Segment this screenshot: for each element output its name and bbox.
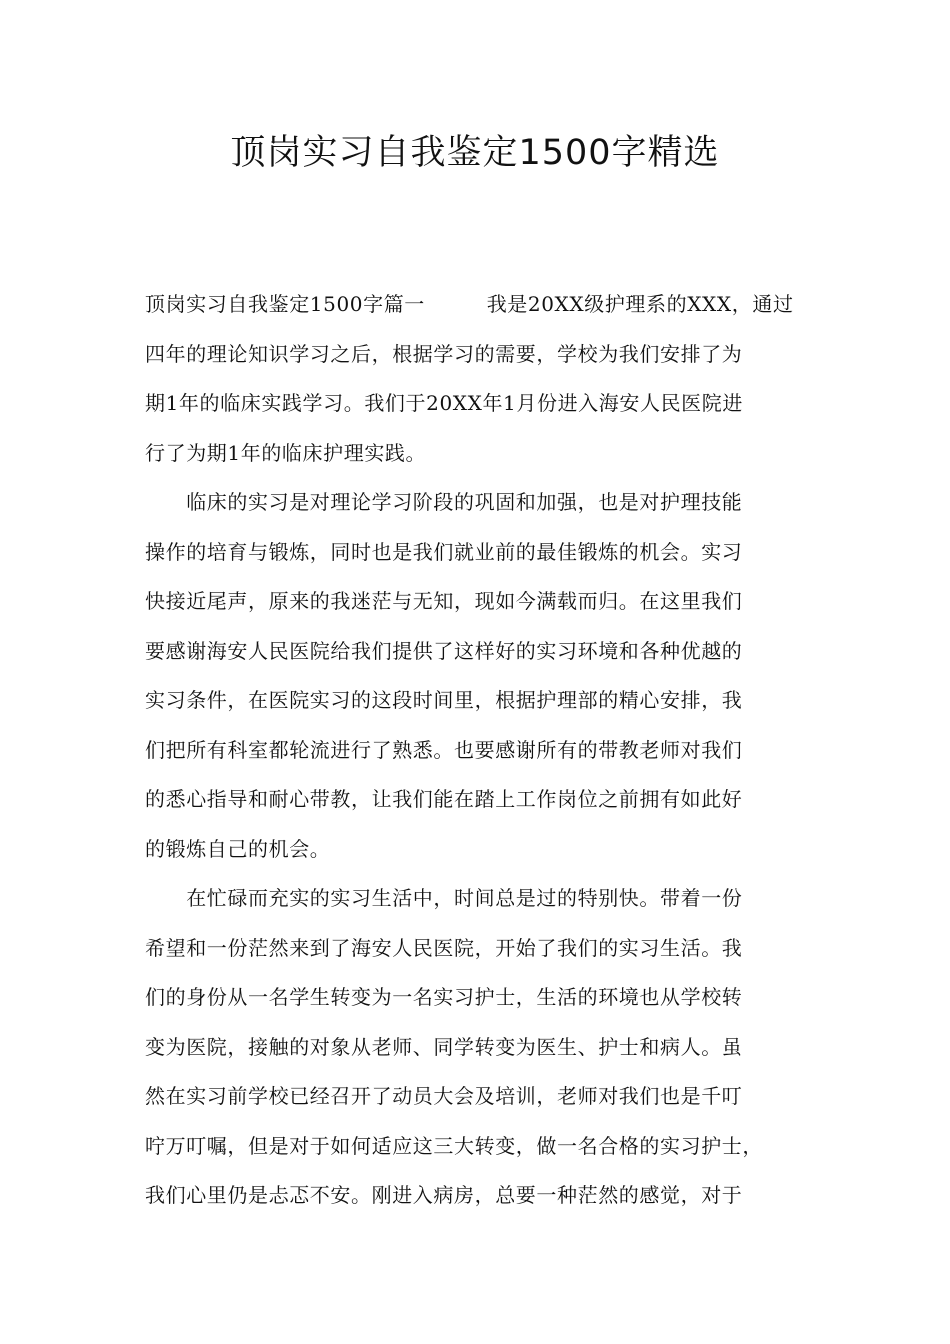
paragraph-line: 四年的理论知识学习之后，根据学习的需要，学校为我们安排了为 [145, 341, 743, 366]
paragraph-line: 的锻炼自己的机会。 [145, 836, 331, 861]
paragraph-line: 变为医院，接触的对象从老师、同学转变为医生、护士和病人。虽 [145, 1034, 743, 1059]
paragraph-line: 们的身份从一名学生转变为一名实习护士，生活的环境也从学校转 [145, 985, 743, 1009]
paragraph-line: 顶岗实习自我鉴定1500字篇一 我是20XX级护理系的XXX，通过 [145, 292, 794, 316]
paragraph-line: 我们心里仍是忐忑不安。刚进入病房，总要一种茫然的感觉，对于 [145, 1183, 743, 1207]
paragraph-line: 咛万叮嘱，但是对于如何适应这三大转变，做一名合格的实习护士， [145, 1133, 763, 1158]
paragraph-line: 操作的培育与锻炼，同时也是我们就业前的最佳锻炼的机会。实习 [145, 539, 743, 564]
paragraph-line: 们把所有科室都轮流进行了熟悉。也要感谢所有的带教老师对我们 [145, 737, 743, 762]
paragraph-line: 然在实习前学校已经召开了动员大会及培训，老师对我们也是千叮 [145, 1084, 743, 1108]
paragraph-3 [145, 874, 811, 1221]
paragraph-2 [145, 478, 811, 874]
document-title: 顶岗实习自我鉴定1500字精选 [230, 133, 720, 173]
paragraph-1 [145, 280, 811, 478]
paragraph-line: 要感谢海安人民医院给我们提供了这样好的实习环境和各种优越的 [145, 638, 743, 663]
document-body [145, 280, 811, 1221]
paragraph-line: 实习条件，在医院实习的这段时间里，根据护理部的精心安排，我 [145, 688, 743, 712]
paragraph-line: 快接近尾声，原来的我迷茫与无知，现如今满载而归。在这里我们 [145, 589, 743, 613]
paragraph-line: 的悉心指导和耐心带教，让我们能在踏上工作岗位之前拥有如此好 [145, 787, 743, 811]
paragraph-line: 希望和一份茫然来到了海安人民医院，开始了我们的实习生活。我 [145, 935, 743, 960]
paragraph-line: 期1年的临床实践学习。我们于20XX年1月份进入海安人民医院进 [145, 391, 743, 415]
paragraph-line: 临床的实习是对理论学习阶段的巩固和加强，也是对护理技能 [145, 490, 743, 514]
paragraph-line: 行了为期1年的临床护理实践。 [145, 440, 427, 465]
paragraph-line: 在忙碌而充实的实习生活中，时间总是过的特别快。带着一份 [145, 886, 743, 910]
